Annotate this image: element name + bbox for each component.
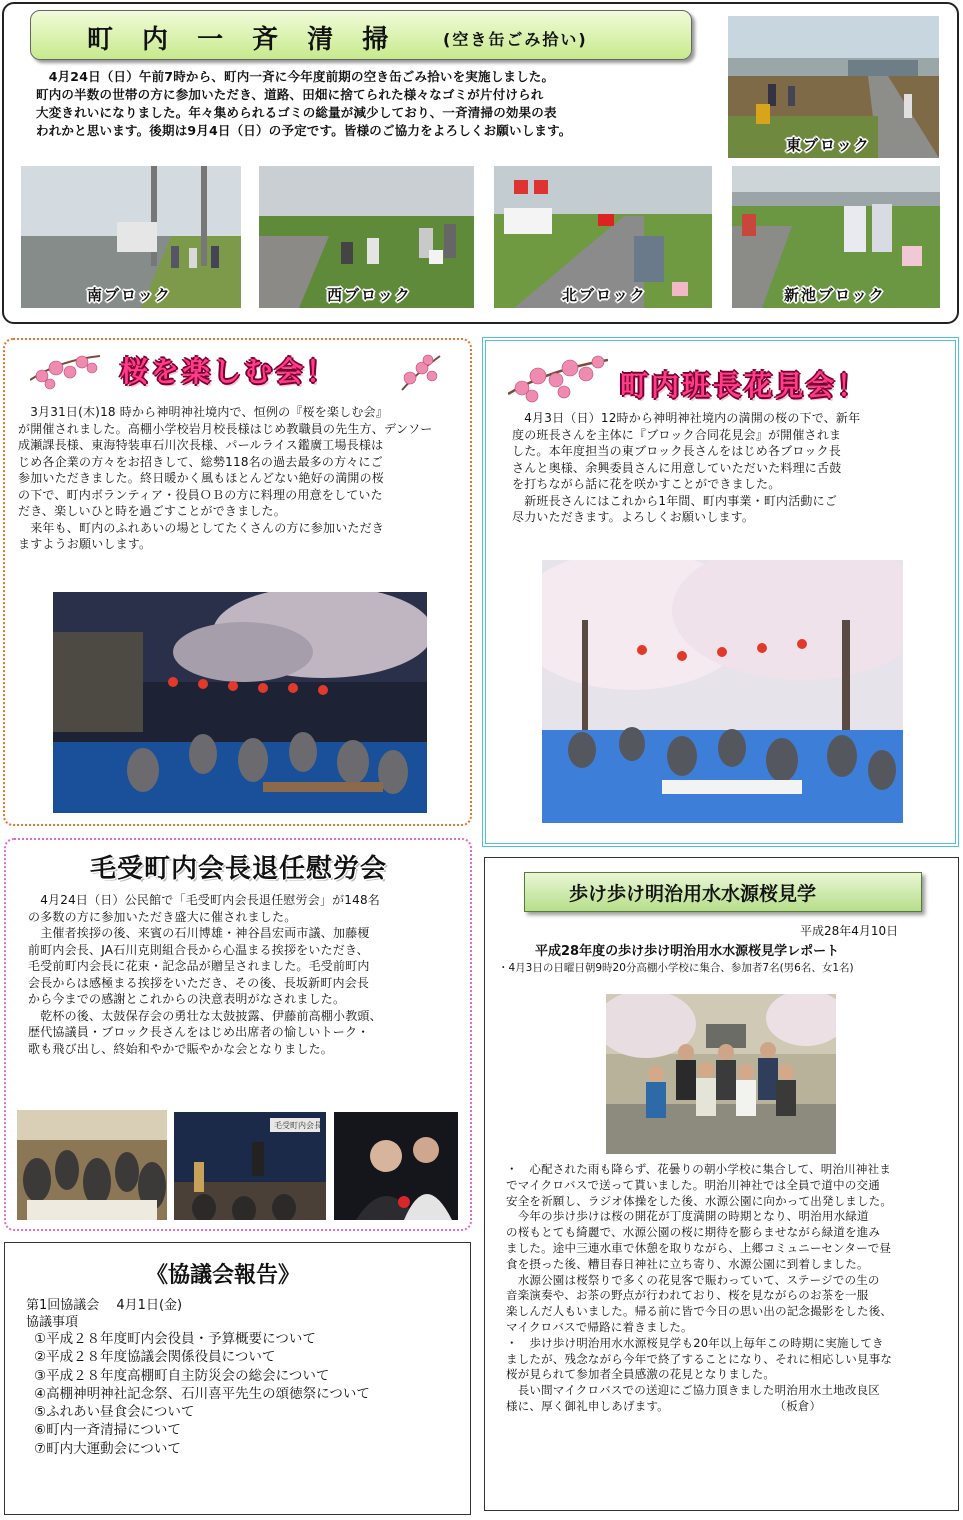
agenda-item: ⑤ふれあい昼食会について [34,1404,195,1421]
photo-retire-1 [17,1110,167,1220]
photo-sakura-party [53,592,427,813]
walk-report-title: 平成28年度の歩け歩け明治用水水源桜見学レポート [535,944,840,959]
walk-date: 平成28年4月10日 [800,924,899,938]
retire-sign: 毛受町内会長 [274,1121,322,1130]
cleanup-body: 4月24日（日）午前7時から、町内一斉に今年度前期の空き缶ごみ拾いを実施しました。 町内の半数の世帯の方に参加いただき、道路、田畑に捨てられた様々なゴミが片付けられ 大変きれいになりました。年々集められるゴミの総量が減少しており、一斉清掃の効果の表 われかと思います。後期は9月4日（日）の予定です。皆様のご協力をよろしくお願いします。 [36,69,572,138]
walk-group-scene [606,994,836,1154]
hanami-scene [542,560,903,823]
sakura-body: 3月31日(木)18 時から神明神社境内で、恒例の『桜を楽しむ会』 が開催されました。高棚小学校岩月校長様はじめ教職員の先生方、デンソー 成瀬課長様、東海特装車石川次長様、パールライス鑑廣工場長様は じめ各企業の方々をお招きして、総勢118名の過去最多の方々にご 参加いただきました。終日暖かく風もほとんどない絶好の満開の桜 の下で、町内ボランティア・役員ＯＢの方に料理の用意をしていた だき、楽しいひと時を過ごすことができました。 来年も、町内のふれあいの場としてたくさんの方に参加いただき ますようお願いします。 [18,405,433,551]
council-heading: 協議事項 [26,1315,79,1330]
council-title: 《協議会報告》 [146,1263,301,1288]
agenda-item: ④高棚神明神社記念祭、石川喜平先生の頌徳祭について [34,1385,370,1402]
agenda-item: ②平成２８年度協議会関係役員について [34,1349,276,1366]
hanami-title: 町内班長花見会！ [620,369,869,402]
photo-walk-group [606,994,836,1154]
council-meeting: 第1回協議会 4月1日(金) [26,1298,183,1313]
walk-body: ・ 心配された雨も降らず、花曇りの朝小学校に集合して、明治川神社ま でマイクロバスで送って貰いました。明治川神社では全員で道中の交通 安全を祈願し、ラジオ体操をした後、水源公園に向かって出発しました。 今年の歩け歩けは桜の開花が丁度満開の時期となり、明治用水緑道 の桜もとても綺麗で、水源公園の桜に期待を膨らませながら緑道を進み ました。途中三連水車で休憩を取りながら、上郷コミュニーセンターで昼 食を摂った後、糟目春日神社に立ち寄り、水源公園に到着しました。 水源公園は桜祭りで多くの花見客で賑わっていて、ステージでの生の 音楽演奏や、お茶の野点が行われており、桜を見ながらのお茶を一服 楽しんだ人もいました。帰る前に皆で今日の思い出の記念撮影をした後、 マイクロバスで帰路に着きました。 ・ 歩け歩け明治用水水源桜見学も20年以上毎年この時期に実施してき ましたが、残念ながら今年で終了することになり、それに相応しい見事な 桜が見られて参加者全員感激の花見となりました。 長い間マイクロバスでの送迎にご協力頂きました明治用水土地改良区 様に、厚く御礼申しあげます。 （板倉） [506,1162,893,1413]
photo-south-block [21,166,241,308]
caption-south-block: 南ブロック [87,286,172,304]
agenda-item: ①平成２８年度町内会役員・予算概要について [34,1331,316,1347]
agenda-item: ⑥町内一斉清掃について [34,1422,181,1439]
walk-title-banner [524,872,922,912]
cherry-blossom-icon [508,350,608,406]
retire-title: 毛受町内会長退任慰労会 [90,854,388,884]
photo-west-block [259,166,474,308]
caption-north-block: 北ブロック [562,286,647,304]
agenda-item: ③平成２８年度高棚町自主防災会の総会について [34,1367,330,1384]
sakura-party-scene [53,592,427,813]
cleanup-title-banner [30,10,692,60]
caption-shinike-block: 新池ブロック [784,286,886,304]
retire-body: 4月24日（日）公民館で「毛受町内会長退任慰労会」が148名 の多数の方に参加いただき盛大に催されました。 主催者挨拶の後、来賓の石川博雄・神谷昌宏両市議、加藤榎 前町内会長、JA石川克則組合長から心温まる挨拶をいただき、 毛受前町内会長に花束・記念品が贈呈されました。毛受前町内 会長からは感極まる挨拶をいただき、その後、長坂新町内会長 から今までの感謝とこれからの決意表明がなされました。 乾杯の後、太鼓保存会の勇壮な太鼓披露、伊藤前高棚小教頭、 歴代協議員・ブロック長さんをはじめ出席者の愉しいトーク・ 歌も飛び出し、終始和やかで賑やかな会となりました。 [28,893,382,1056]
council-agenda [34,1330,370,1458]
caption-east-block: 東ブロック [786,136,871,154]
photo-retire-3 [334,1112,458,1220]
retire-portrait-scene [334,1112,458,1220]
caption-west-block: 西ブロック [327,286,412,304]
cleanup-subtitle: (空き缶ごみ拾い) [443,30,588,49]
photo-hanami [542,560,903,823]
photo-north-block [494,166,712,308]
cleanup-title: 町 内 一 斉 清 掃 [87,25,399,55]
walk-meta: ・4月3日の日曜日朝9時20分高棚小学校に集合、参加者7名(男6名、女1名) [498,962,854,974]
photo-shinike-block [732,166,940,308]
photo-east-block [728,16,939,158]
cherry-blossom-icon [30,350,100,394]
photo-retire-2 [174,1112,326,1220]
agenda-item: ⑦町内大運動会について [34,1440,181,1457]
sakura-title: 桜を楽しむ会！ [120,355,338,388]
walk-title: 歩け歩け明治用水水源桜見学 [569,883,817,905]
hanami-body: 4月3日（日）12時から神明神社境内の満開の桜の下で、新年 度の班長さんを主体に『ブロック合同花見会』が開催されま した。本年度担当の東ブロック長さんをはじめ各ブロック長 さんと奥様、余興委員さんに用意していただいた料理に舌鼓 を打ちながら話に花を咲かすことができました。 新班長さんにはこれから1年間、町内事業・町内活動にご 尽力いただきます。よろしくお願いします。 [512,411,861,524]
cherry-blossom-icon [398,354,444,392]
retire-hall-scene [17,1110,167,1220]
